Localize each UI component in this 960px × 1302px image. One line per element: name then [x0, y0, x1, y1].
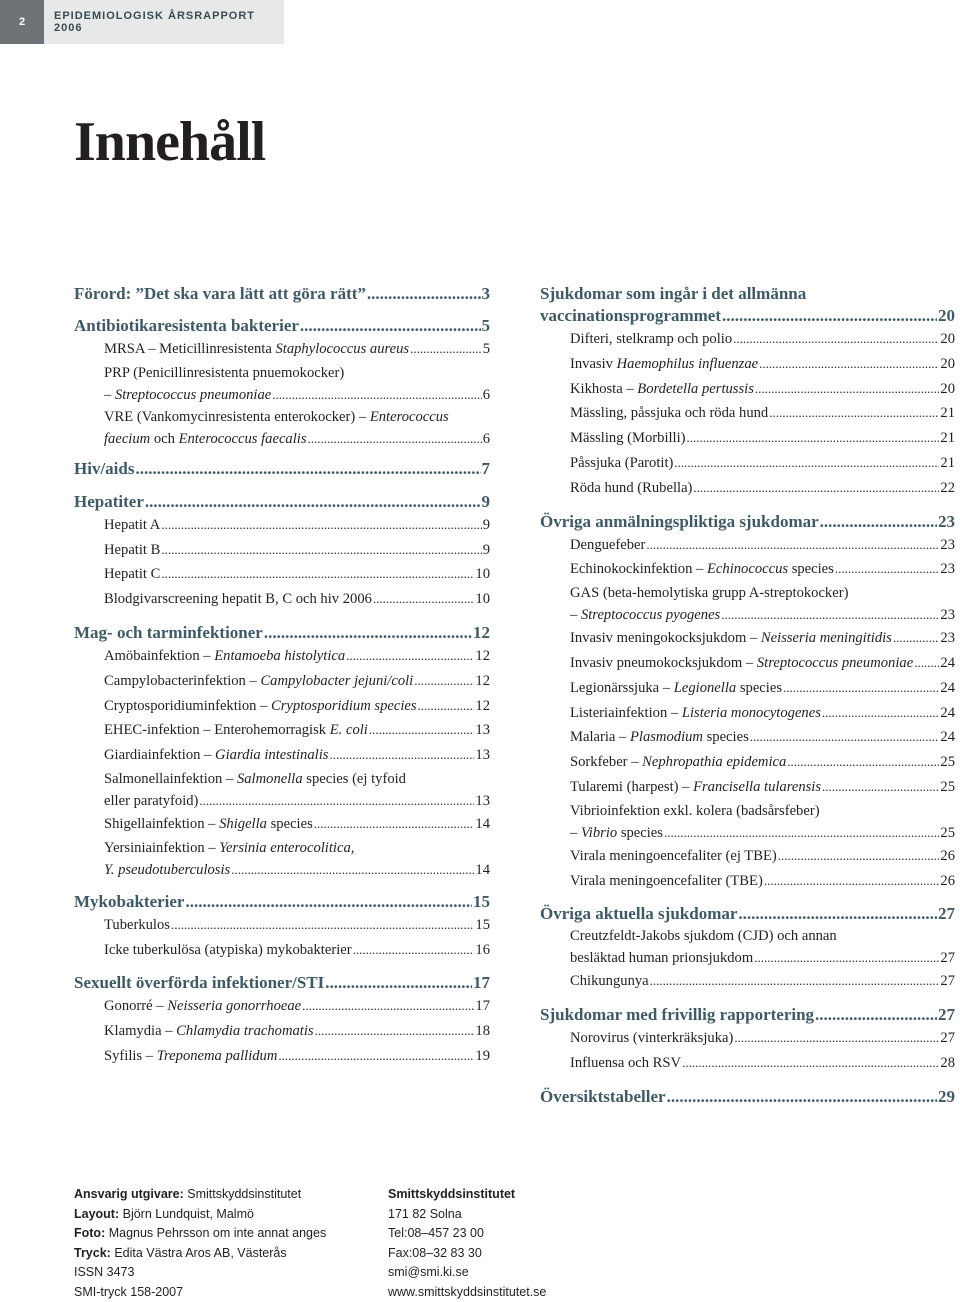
publisher-name: Smittskyddsinstitutet [388, 1185, 546, 1205]
toc-entry-yersinia[interactable]: Yersiniainfektion – Yersinia enterocolitica, Y. pseudotuberculosis ..... 14 [74, 837, 490, 881]
toc-entry-massling-passjuka-roda-hund[interactable]: Mässling, påssjuka och röda hund ..... 21 [540, 401, 955, 426]
toc-entry-difteri[interactable]: Difteri, stelkramp och polio ..... 20 [540, 327, 955, 352]
toc-section-forord[interactable]: Förord: ”Det ska vara lätt att göra rätt” ..... 3 [74, 283, 490, 305]
colophon-right [388, 1185, 546, 1302]
page-title: Innehåll [74, 114, 265, 170]
toc-entry-norovirus[interactable]: Norovirus (vinterkräksjuka) ..... 27 [540, 1026, 955, 1051]
toc-section-mag-tarm[interactable]: Mag- och tarminfektioner ..... 12 [74, 622, 490, 644]
colophon-line: Foto: Magnus Pehrsson om inte annat anges [74, 1224, 326, 1244]
colophon-line: Ansvarig utgivare: Smittskyddsinstitutet [74, 1185, 326, 1205]
toc-entry-gonorre[interactable]: Gonorré – Neisseria gonorrhoeae ..... 17 [74, 994, 490, 1019]
toc-entry-listeria[interactable]: Listeriainfektion – Listeria monocytogenes ..... 24 [540, 701, 955, 726]
toc-entry-syfilis[interactable]: Syfilis – Treponema pallidum ..... 19 [74, 1044, 490, 1069]
toc-entry-echinokock[interactable]: Echinokockinfektion – Echinococcus species ..... 23 [540, 557, 955, 582]
toc-entry-amobainfektion[interactable]: Amöbainfektion – Entamoeba histolytica ..... 12 [74, 644, 490, 669]
toc-entry-ehec[interactable]: EHEC-infektion – Enterohemorragisk E. coli ..... 13 [74, 718, 490, 743]
address: 171 82 Solna [388, 1205, 546, 1225]
running-header [0, 0, 284, 44]
phone: Tel:08–457 23 00 [388, 1224, 546, 1244]
toc-entry-denguefeber[interactable]: Denguefeber ..... 23 [540, 533, 955, 558]
toc-entry-kikhosta[interactable]: Kikhosta – Bordetella pertussis ..... 20 [540, 377, 955, 402]
toc-entry-vre[interactable]: VRE (Vankomycinresistenta enterokocker) – Enterococcus faecium och Enterococcus faecalis ..... 6 [74, 406, 490, 450]
toc-entry-tuberkulos[interactable]: Tuberkulos ..... 15 [74, 913, 490, 938]
toc-entry-passjuka[interactable]: Påssjuka (Parotit) ..... 21 [540, 451, 955, 476]
toc-entry-cryptosporidium[interactable]: Cryptosporidiuminfektion – Cryptosporidium species ..... 12 [74, 694, 490, 719]
toc-section-antibiotika[interactable]: Antibiotikaresistenta bakterier ..... 5 [74, 315, 490, 337]
toc-entry-meningoencefaliter-tbe[interactable]: Virala meningoencefaliter (TBE) ..... 26 [540, 869, 955, 894]
toc-entry-shigella[interactable]: Shigellainfektion – Shigella species ..... 14 [74, 812, 490, 837]
email-link[interactable]: smi@smi.ki.se [388, 1263, 546, 1283]
toc-right-column [540, 283, 955, 1108]
toc-entry-klamydia[interactable]: Klamydia – Chlamydia trachomatis ..... 18 [74, 1019, 490, 1044]
toc-entry-sorkfeber[interactable]: Sorkfeber – Nephropathia epidemica ..... 25 [540, 750, 955, 775]
toc-entry-hepatit-a[interactable]: Hepatit A ..... 9 [74, 513, 490, 538]
colophon-line: ISSN 3473 [74, 1263, 326, 1283]
toc-section-frivillig-rapportering[interactable]: Sjukdomar med frivillig rapportering ..... 27 [540, 1004, 955, 1026]
toc-entry-influensa-rsv[interactable]: Influensa och RSV ..... 28 [540, 1051, 955, 1076]
fax: Fax:08–32 83 30 [388, 1244, 546, 1264]
toc-entry-vibrio[interactable]: Vibrioinfektion exkl. kolera (badsårsfeber) – Vibrio species ..... 25 [540, 800, 955, 844]
running-head-title: EPIDEMIOLOGISK ÅRSRAPPORT 2006 [44, 0, 284, 44]
toc-entry-giardia[interactable]: Giardiainfektion – Giardia intestinalis ..... 13 [74, 743, 490, 768]
toc-entry-roda-hund[interactable]: Röda hund (Rubella) ..... 22 [540, 476, 955, 501]
toc-section-hepatiter[interactable]: Hepatiter ..... 9 [74, 491, 490, 513]
toc-entry-atypiska-mykobakterier[interactable]: Icke tuberkulösa (atypiska) mykobakterier ..... 16 [74, 938, 490, 963]
website-link[interactable]: www.smittskyddsinstitutet.se [388, 1283, 546, 1302]
toc-entry-prp[interactable]: PRP (Penicillinresistenta pnuemokocker) – Streptococcus pneumoniae ..... 6 [74, 362, 490, 406]
toc-entry-hepatit-b[interactable]: Hepatit B ..... 9 [74, 538, 490, 563]
toc-entry-tularemi[interactable]: Tularemi (harpest) – Francisella tularensis ..... 25 [540, 775, 955, 800]
toc-entry-blodgivarscreening[interactable]: Blodgivarscreening hepatit B, C och hiv 2006 ..... 10 [74, 587, 490, 612]
toc-entry-gas[interactable]: GAS (beta-hemolytiska grupp A-streptokocker) – Streptococcus pyogenes ..... 23 [540, 582, 955, 626]
toc-entry-meningokock[interactable]: Invasiv meningokocksjukdom – Neisseria meningitidis ..... 23 [540, 626, 955, 651]
toc-left-column [74, 283, 490, 1069]
colophon-line: Tryck: Edita Västra Aros AB, Västerås [74, 1244, 326, 1264]
toc-entry-chikungunya[interactable]: Chikungunya ..... 27 [540, 969, 955, 994]
toc-entry-campylobacter[interactable]: Campylobacterinfektion – Campylobacter jejuni/coli ..... 12 [74, 669, 490, 694]
toc-entry-malaria[interactable]: Malaria – Plasmodium species ..... 24 [540, 725, 955, 750]
toc-entry-cjd[interactable]: Creutzfeldt-Jakobs sjukdom (CJD) och annan besläktad human prionsjukdom ..... 27 [540, 925, 955, 969]
toc-section-hiv[interactable]: Hiv/aids ..... 7 [74, 458, 490, 480]
toc-section-anmalningspliktiga[interactable]: Övriga anmälningspliktiga sjukdomar ..... 23 [540, 511, 955, 533]
toc-section-mykobakterier[interactable]: Mykobakterier ..... 15 [74, 891, 490, 913]
toc-entry-massling[interactable]: Mässling (Morbilli) ..... 21 [540, 426, 955, 451]
toc-entry-hepatit-c[interactable]: Hepatit C ..... 10 [74, 562, 490, 587]
toc-entry-mrsa[interactable]: MRSA – Meticillinresistenta Staphylococcus aureus ..... 5 [74, 337, 490, 362]
toc-entry-legionarssjuka[interactable]: Legionärssjuka – Legionella species ..... 24 [540, 676, 955, 701]
toc-entry-meningoencefaliter-ej-tbe[interactable]: Virala meningoencefaliter (ej TBE) ..... 26 [540, 844, 955, 869]
toc-section-sti[interactable]: Sexuellt överförda infektioner/STI ..... 17 [74, 972, 490, 994]
colophon-line: SMI-tryck 158-2007 [74, 1283, 326, 1302]
toc-section-oversiktstabeller[interactable]: Översiktstabeller ..... 29 [540, 1086, 955, 1108]
colophon-left [74, 1185, 326, 1302]
toc-entry-haemophilus[interactable]: Invasiv Haemophilus influenzae ..... 20 [540, 352, 955, 377]
page-number: 2 [0, 0, 44, 44]
toc-entry-pneumokock[interactable]: Invasiv pneumokocksjukdom – Streptococcus pneumoniae ..... 24 [540, 651, 955, 676]
toc-section-aktuella[interactable]: Övriga aktuella sjukdomar ..... 27 [540, 903, 955, 925]
colophon-line: Layout: Björn Lundquist, Malmö [74, 1205, 326, 1225]
toc-section-vaccinationsprogram[interactable]: Sjukdomar som ingår i det allmänna vaccinationsprogrammet ..... 20 [540, 283, 955, 327]
toc-entry-salmonella[interactable]: Salmonellainfektion – Salmonella species (ej tyfoid eller paratyfoid) ..... 13 [74, 768, 490, 812]
